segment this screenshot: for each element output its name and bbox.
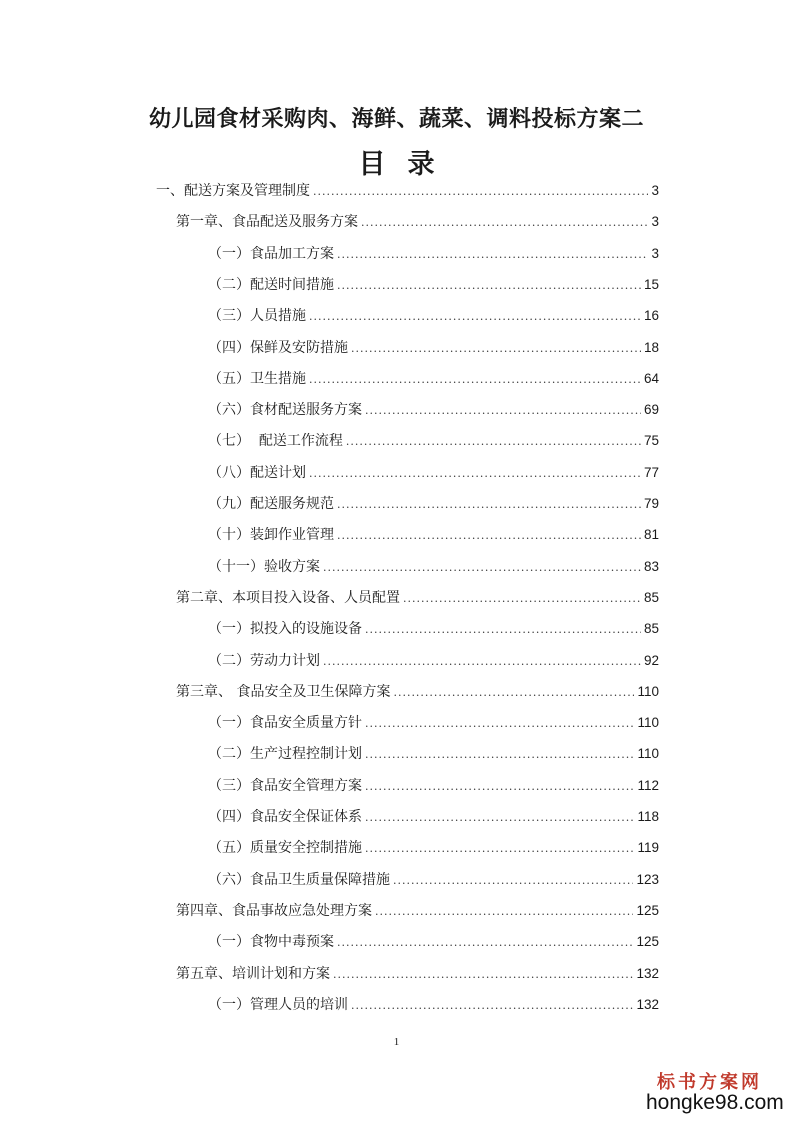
toc-entry-page: 75 — [643, 433, 659, 449]
toc-leader-dots — [393, 874, 633, 887]
toc-entry-label: （三）人员措施 — [208, 308, 306, 325]
toc-entry-page: 132 — [636, 965, 659, 981]
toc-entry-page: 16 — [643, 308, 659, 324]
toc-leader-dots — [337, 936, 633, 949]
toc-leader-dots — [365, 404, 641, 417]
toc-entry[interactable] — [208, 743, 659, 767]
toc-entry-page: 92 — [643, 652, 659, 668]
toc-leader-dots — [393, 686, 634, 699]
document-title: 幼儿园食材采购肉、海鲜、蔬菜、调料投标方案二 — [148, 107, 644, 132]
toc-entry[interactable] — [208, 399, 659, 423]
toc-entry-label: 第一章、食品配送及服务方案 — [176, 214, 358, 231]
toc-entry-page: 85 — [643, 621, 659, 637]
toc-entry-label: （九）配送服务规范 — [208, 496, 334, 512]
toc-entry-page: 3 — [651, 214, 659, 230]
toc-entry[interactable] — [208, 556, 659, 580]
toc-entry-page: 3 — [651, 245, 659, 261]
toc-entry[interactable] — [208, 368, 659, 392]
toc-entry[interactable] — [176, 900, 659, 924]
toc-entry-label: （八）配送计划 — [208, 464, 306, 481]
toc-entry-label: 第二章、本项目投入设备、人员配置 — [176, 589, 400, 606]
toc-entry-page: 125 — [636, 934, 659, 950]
toc-entry[interactable] — [208, 869, 659, 893]
toc-leader-dots — [309, 467, 641, 480]
toc-leader-dots — [361, 216, 648, 229]
toc-entry-label: （一）食物中毒预案 — [208, 934, 334, 951]
toc-entry-label: （一）食品加工方案 — [208, 245, 334, 262]
toc-heading: 目录 — [358, 149, 457, 180]
toc-entry-page: 110 — [637, 746, 659, 762]
toc-entry-page: 119 — [637, 840, 659, 856]
toc-entry-label: （一）拟投入的设施设备 — [208, 621, 362, 638]
toc-leader-dots — [365, 780, 634, 793]
toc-leader-dots — [403, 592, 641, 605]
toc-leader-dots — [375, 905, 633, 918]
toc-entry-label: （一）食品安全质量方针 — [208, 715, 362, 732]
toc-entry[interactable] — [208, 931, 659, 955]
toc-entry-label: （五）卫生措施 — [208, 370, 306, 387]
toc-entry[interactable] — [176, 587, 659, 611]
toc-entry[interactable] — [208, 806, 659, 830]
page-number: 1 — [393, 1036, 400, 1048]
toc-entry[interactable] — [208, 337, 659, 361]
toc-entry-page: 110 — [637, 683, 659, 699]
toc-leader-dots — [351, 342, 641, 355]
toc-entry[interactable] — [208, 462, 659, 486]
toc-entry-label: （五）质量安全控制措施 — [208, 840, 362, 857]
toc-entry[interactable] — [176, 681, 659, 705]
watermark-brand: 标书方案网 — [657, 1072, 762, 1093]
toc-entry-label: （三）食品安全管理方案 — [208, 777, 362, 794]
toc-entry-page: 85 — [643, 589, 659, 605]
toc-entry-label: （七） 配送工作流程 — [208, 433, 343, 450]
toc-entry-label: 第三章、 食品安全及卫生保障方案 — [176, 683, 391, 700]
toc-leader-dots — [323, 561, 641, 574]
toc-leader-dots — [333, 968, 633, 981]
toc-entry-label: （二）配送时间措施 — [208, 276, 334, 293]
toc-entry[interactable] — [208, 618, 659, 642]
toc-entry[interactable] — [208, 243, 659, 267]
toc-entry-page: 112 — [637, 777, 659, 793]
toc-entry-label: 第五章、培训计划和方案 — [176, 965, 330, 982]
toc-entry[interactable] — [208, 305, 659, 329]
toc-entry-label: （六）食品卫生质量保障措施 — [208, 871, 390, 888]
toc-entry[interactable] — [208, 712, 659, 736]
toc-entry[interactable] — [208, 493, 659, 517]
toc-leader-dots — [365, 811, 634, 824]
watermark-url: hongke98.com — [646, 1091, 784, 1114]
toc-leader-dots — [309, 373, 641, 386]
toc-entry-label: 第四章、食品事故应急处理方案 — [176, 902, 372, 919]
toc-leader-dots — [323, 655, 641, 668]
toc-entry[interactable] — [208, 650, 659, 674]
toc-entry-page: 3 — [651, 183, 659, 198]
toc-leader-dots — [313, 185, 648, 198]
toc-entry-page: 64 — [643, 370, 659, 386]
toc-entry[interactable] — [208, 430, 659, 454]
toc-entry-page: 118 — [637, 809, 659, 824]
toc-entry-label: （四）保鲜及安防措施 — [208, 339, 348, 356]
toc-entry[interactable] — [208, 524, 659, 548]
toc-entry-page: 83 — [643, 558, 659, 574]
toc-leader-dots — [365, 748, 634, 761]
toc-leader-dots — [365, 717, 634, 730]
toc-entry-label: （十）装卸作业管理 — [208, 527, 334, 544]
toc-leader-dots — [337, 529, 641, 542]
toc-entry-page: 18 — [643, 339, 659, 355]
toc-entry[interactable] — [208, 274, 659, 298]
toc-leader-dots — [346, 435, 641, 448]
toc-entry[interactable] — [208, 994, 659, 1018]
toc-entry-page: 79 — [643, 496, 659, 511]
toc-leader-dots — [337, 498, 641, 511]
toc-entry-page: 110 — [637, 715, 659, 731]
toc-leader-dots — [365, 842, 634, 855]
toc-leader-dots — [337, 279, 641, 292]
toc-entry-page: 125 — [636, 902, 659, 918]
toc-entry-page: 77 — [643, 464, 659, 480]
toc-entry-label: （二）生产过程控制计划 — [208, 746, 362, 763]
toc-leader-dots — [309, 310, 641, 323]
toc-entry-page: 69 — [643, 402, 659, 418]
toc-entry[interactable] — [176, 211, 659, 235]
toc-entry-page: 123 — [636, 871, 659, 887]
toc-leader-dots — [337, 248, 648, 261]
toc-entry-label: （六）食材配送服务方案 — [208, 402, 362, 419]
toc-entry-page: 81 — [643, 527, 659, 543]
toc-entry-label: （四）食品安全保证体系 — [208, 809, 362, 825]
toc-entry-page: 15 — [643, 276, 659, 292]
toc-entry-label: （十一）验收方案 — [208, 558, 320, 575]
toc-entry-label: 一、配送方案及管理制度 — [156, 183, 310, 199]
toc-entry[interactable] — [208, 837, 659, 861]
toc-entry-label: （二）劳动力计划 — [208, 652, 320, 669]
toc-leader-dots — [365, 623, 641, 636]
toc-leader-dots — [351, 999, 633, 1012]
toc-entry[interactable] — [176, 963, 659, 987]
toc-entry[interactable] — [208, 775, 659, 799]
toc-entry-page: 132 — [636, 996, 659, 1012]
toc-entry-label: （一）管理人员的培训 — [208, 996, 348, 1013]
toc-entry[interactable] — [156, 180, 659, 204]
